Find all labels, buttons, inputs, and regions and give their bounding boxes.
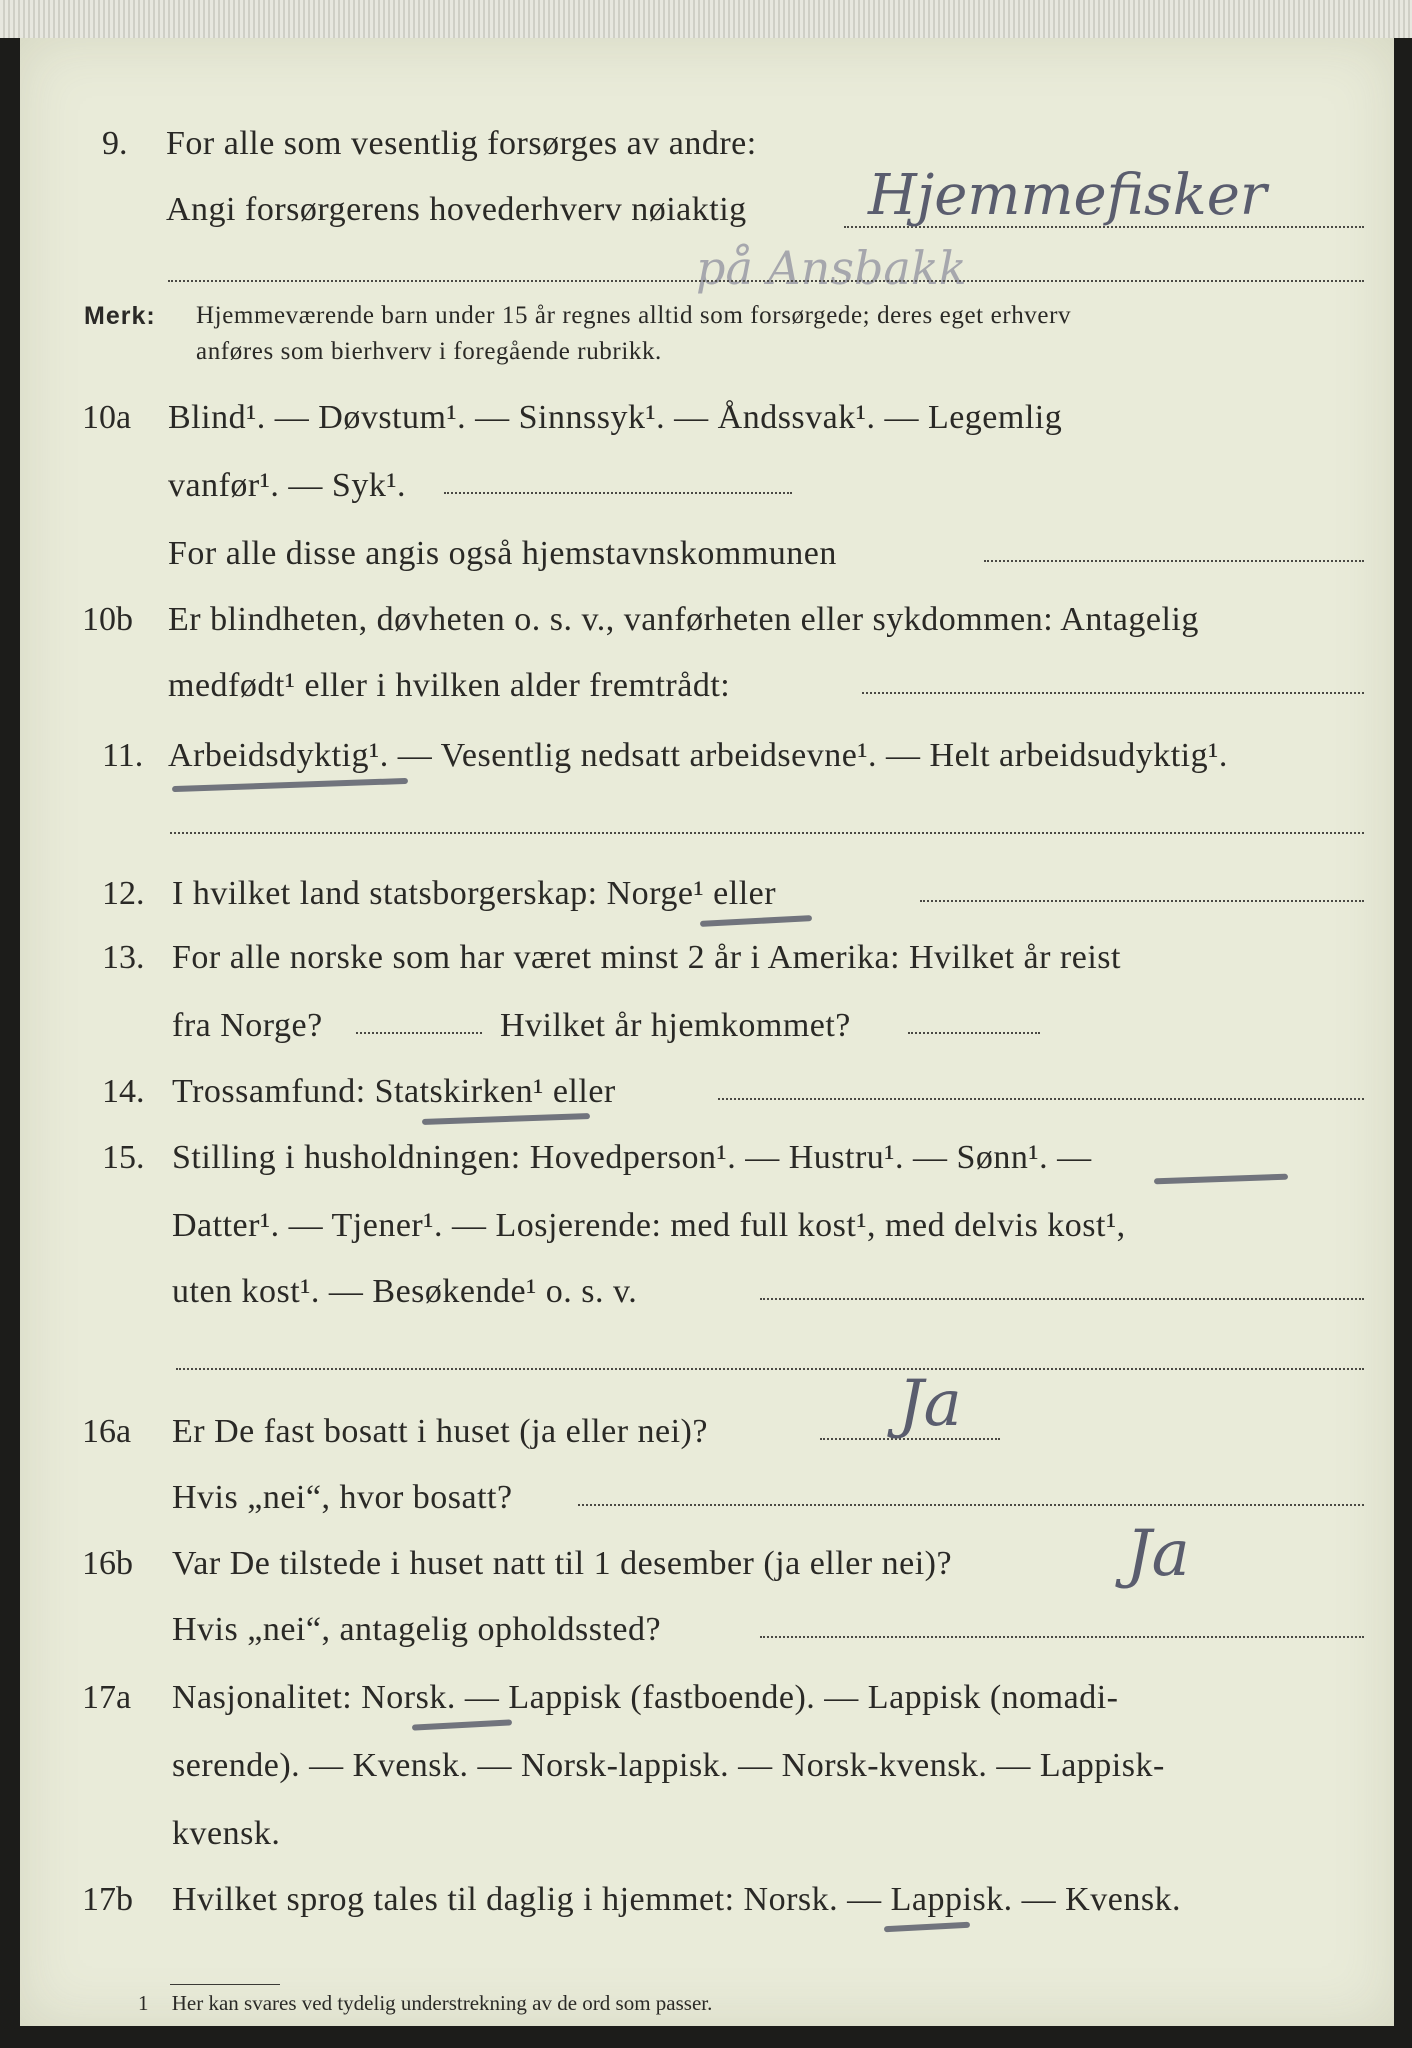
- item-10b-answer-line: [862, 692, 1364, 694]
- item-11-number: 11.: [102, 737, 144, 774]
- item-17a-number: 17a: [82, 1679, 132, 1716]
- item-14-underline-mark: [422, 1113, 590, 1125]
- census-form-page: [20, 38, 1394, 2026]
- item-12-answer-line: [920, 900, 1364, 902]
- item-13-line-2b: Hvilket år hjemkommet?: [500, 1007, 851, 1044]
- item-10a-line-1: Blind¹. — Døvstum¹. — Sinnssyk¹. — Åndssvak¹. — Legemlig: [168, 399, 1063, 436]
- item-16a-number: 16a: [82, 1413, 132, 1450]
- item-11-underline-mark: [172, 778, 408, 792]
- item-17a-line-3: kvensk.: [172, 1815, 281, 1852]
- item-10a-line-2: vanfør¹. — Syk¹.: [168, 467, 407, 504]
- item-17b-line-1: Hvilket sprog tales til daglig i hjemmet: Norsk. — Lappisk. — Kvensk.: [172, 1881, 1182, 1918]
- item-17a-line-1: Nasjonalitet: Norsk. — Lappisk (fastboende). — Lappisk (nomadi-: [172, 1679, 1119, 1716]
- scan-edge: [0, 0, 1412, 38]
- item-15-answer-line-2: [176, 1368, 1364, 1370]
- item-11-answer-line: [170, 832, 1364, 834]
- item-13-line-1: For alle norske som har været minst 2 år i Amerika: Hvilket år reist: [172, 939, 1121, 976]
- merk-line-2: anføres som bierhverv i foregående rubrikk.: [196, 338, 662, 365]
- item-13-number: 13.: [102, 939, 145, 976]
- item-9-handwritten-answer: Hjemmefisker: [868, 163, 1267, 228]
- item-14-line-1: Trossamfund: Statskirken¹ eller: [172, 1073, 616, 1110]
- item-12-line-1: I hvilket land statsborgerskap: Norge¹ eller: [172, 875, 777, 912]
- item-17b-number: 17b: [82, 1881, 133, 1918]
- item-16b-line-1: Var De tilstede i huset natt til 1 desember (ja eller nei)?: [172, 1545, 953, 1582]
- merk-label: Merk:: [84, 302, 156, 330]
- item-10b-line-1: Er blindheten, døvheten o. s. v., vanførheten eller sykdommen: Antagelig: [168, 601, 1199, 638]
- item-10a-number: 10a: [82, 399, 132, 436]
- item-15-answer-line: [760, 1298, 1364, 1300]
- merk-line-1: Hjemmeværende barn under 15 år regnes alltid som forsørgede; deres eget erhverv: [196, 302, 1072, 329]
- item-15-line-1: Stilling i husholdningen: Hovedperson¹. — Hustru¹. — Sønn¹. —: [172, 1139, 1092, 1176]
- item-17b-underline-mark: [884, 1922, 970, 1932]
- item-12-underline-mark: [700, 915, 812, 927]
- item-10a-answer-line: [444, 492, 792, 494]
- item-16a-handwritten-answer: Ja: [898, 1367, 962, 1441]
- item-16b-number: 16b: [82, 1545, 133, 1582]
- footnote-text: Her kan svares ved tydelig understrekning av de ord som passer.: [171, 1991, 713, 2015]
- item-16a-residence-line: [578, 1504, 1364, 1506]
- item-16b-handwritten-answer: Ja: [1126, 1517, 1190, 1591]
- item-15-line-3: uten kost¹. — Besøkende¹ o. s. v.: [172, 1273, 638, 1310]
- item-13-year-left-line: [356, 1032, 482, 1034]
- item-15-number: 15.: [102, 1139, 145, 1176]
- item-14-number: 14.: [102, 1073, 145, 1110]
- item-9-number: 9.: [102, 125, 128, 162]
- item-13-line-2a: fra Norge?: [172, 1007, 323, 1044]
- item-10a-hometown-line: [984, 560, 1364, 562]
- footnote: [138, 1990, 712, 2016]
- item-17a-underline-mark: [412, 1719, 512, 1730]
- item-10b-number: 10b: [82, 601, 133, 638]
- item-12-number: 12.: [102, 875, 145, 912]
- item-10a-line-3: For alle disse angis også hjemstavnskommunen: [168, 535, 837, 572]
- item-16a-line-2: Hvis „nei“, hvor bosatt?: [172, 1479, 513, 1516]
- item-15-underline-mark: [1154, 1174, 1288, 1185]
- item-16a-line-1: Er De fast bosatt i huset (ja eller nei)?: [172, 1413, 708, 1450]
- item-15-line-2: Datter¹. — Tjener¹. — Losjerende: med full kost¹, med delvis kost¹,: [172, 1207, 1126, 1244]
- item-9-handwritten-answer-2: på Ansbakk: [696, 241, 967, 295]
- item-16b-whereabouts-line: [760, 1636, 1364, 1638]
- footnote-rule: [170, 1984, 280, 1985]
- item-14-answer-line: [718, 1098, 1364, 1100]
- item-17a-line-2: serende). — Kvensk. — Norsk-lappisk. — Norsk-kvensk. — Lappisk-: [172, 1747, 1165, 1784]
- item-9-answer-line-2: [168, 280, 1364, 282]
- item-16b-line-2: Hvis „nei“, antagelig opholdssted?: [172, 1611, 662, 1648]
- footnote-mark: 1: [138, 1991, 149, 2015]
- item-11-line-1: Arbeidsdyktig¹. — Vesentlig nedsatt arbeidsevne¹. — Helt arbeidsudyktig¹.: [168, 737, 1228, 774]
- item-10b-line-2: medfødt¹ eller i hvilken alder fremtrådt:: [168, 667, 731, 704]
- item-13-year-returned-line: [908, 1032, 1040, 1034]
- item-9-line-2: Angi forsørgerens hovederhverv nøiaktig: [166, 191, 747, 228]
- item-9-line-1: For alle som vesentlig forsørges av andre:: [166, 125, 757, 162]
